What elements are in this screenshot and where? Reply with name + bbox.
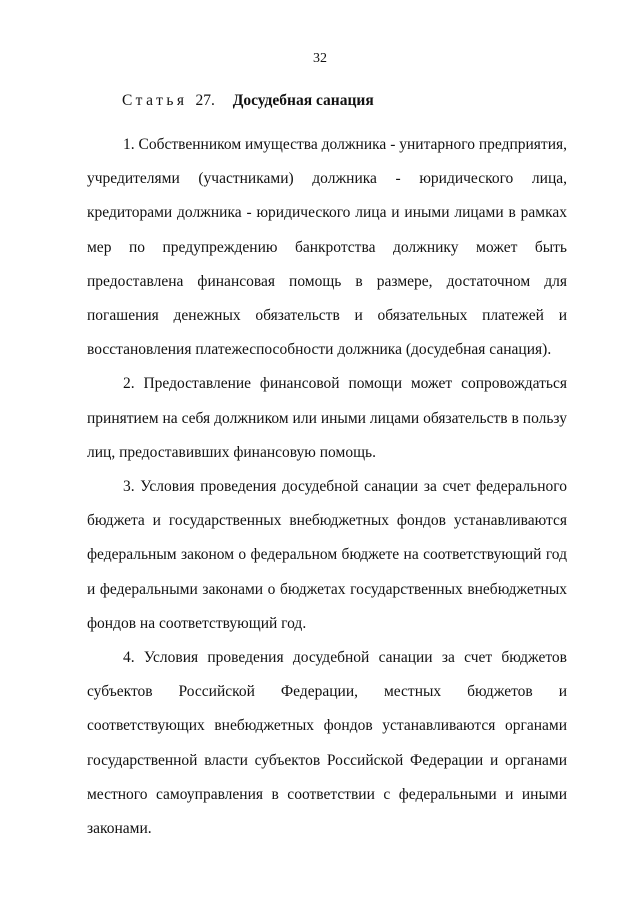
article-number: 27. bbox=[195, 92, 215, 109]
article-heading bbox=[122, 92, 374, 110]
page-number: 32 bbox=[313, 51, 327, 66]
paragraph-3: 3. Условия проведения досудебной санации за счет федерального бюджета и государственных внебюджетных фондов устанавливаются федеральным законом о федеральном бюджете на соответствующий год и федеральными законами о бюджетах государственных внебюджетных фондов на соответствующий год. bbox=[87, 478, 567, 632]
article-body bbox=[87, 128, 567, 846]
paragraph-2: 2. Предоставление финансовой помощи может сопровождаться принятием на себя должником или иными лицами обязательств в пользу лиц, предоставивших финансовую помощь. bbox=[87, 375, 567, 461]
article-label: Статья bbox=[122, 92, 188, 109]
paragraph-1: 1. Собственником имущества должника - унитарного предприятия, учредителями (участниками) должника - юридического лица, кредиторами должника - юридического лица и иными лицами в рамках мер по предупреждению банкротства должнику может быть предоставлена финансовая помощь в размере, достаточном для погашения денежных обязательств и обязательных платежей и восстановления платежеспособности должника (досудебная санация). bbox=[87, 136, 567, 359]
article-title: Досудебная санация bbox=[232, 92, 374, 109]
paragraph-4: 4. Условия проведения досудебной санации за счет бюджетов субъектов Российской Федерации, местных бюджетов и соответствующих внебюджетных фондов устанавливаются органами государственной власти субъектов Российской Федерации и органами местного самоуправления в соответствии с федеральными и иными законами. bbox=[87, 649, 567, 838]
